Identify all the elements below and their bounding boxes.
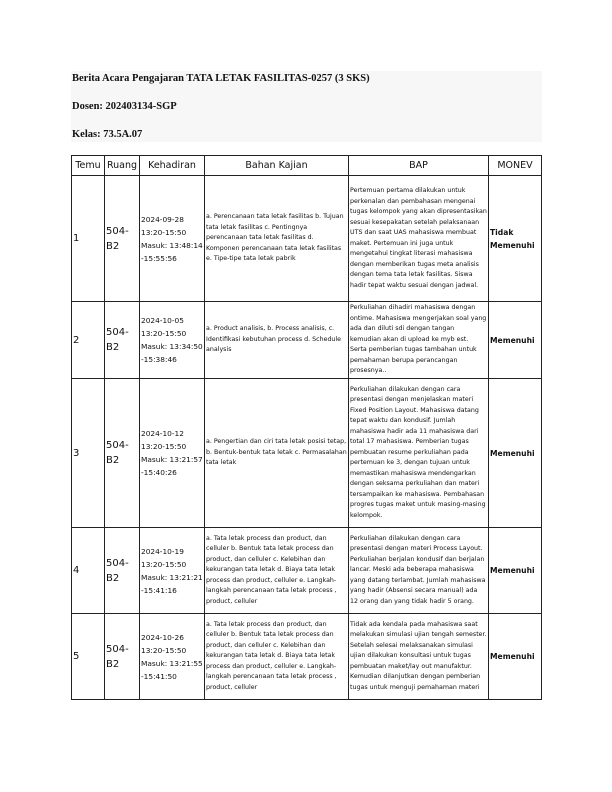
cell-kehadiran: 2024-10-05 13:20-15:50 Masuk: 13:34:50 -15:38:46 bbox=[140, 302, 205, 379]
cell-bahan-kajian: a. Product analisis, b. Process analisis, c. Identifikasi kebutuhan process d. Schedule analysis bbox=[205, 302, 349, 379]
table-row bbox=[72, 614, 542, 700]
cell-bap: Perkuliahan dilakukan dengan cara presentasi dengan menjelaskan materi Fixed Position Layout. Mahasiswa datang tepat waktu dan kondusif. Jumlah mahasiswa hadir ada 11 mahasiswa dari total 17 mahasiswa. Pemberian tugas pembuatan resume perkuliahan pada pertemuan ke 3, dengan tujuan untuk memastikan mahasiswa mendengarkan dengan seksama perkuliahan dan materi tersampaikan ke mahasiswa. Pembahasan progres tugas maket untuk masing-masing kelompok. bbox=[349, 379, 489, 528]
cell-ruang: 504- B2 bbox=[105, 614, 140, 700]
cell-kehadiran: 2024-10-19 13:20-15:50 Masuk: 13:21:21 -15:41:16 bbox=[140, 528, 205, 614]
col-header-ruang: Ruang bbox=[105, 156, 140, 176]
col-header-bahan-kajian: Bahan Kajian bbox=[205, 156, 349, 176]
cell-ruang: 504- B2 bbox=[105, 528, 140, 614]
cell-kehadiran: 2024-10-12 13:20-15:50 Masuk: 13:21:57 -15:40:26 bbox=[140, 379, 205, 528]
col-header-monev: MONEV bbox=[489, 156, 542, 176]
cell-bap: Tidak ada kendala pada mahasiswa saat melakukan simulasi ujian tengah semester. Setelah selesai melaksanakan simulasi ujian dilakukan konsultasi untuk tugas pembuatan maket/lay out manufaktur. Kemudian dilanjutkan dengan pemberian tugas untuk menguji pemahaman materi bbox=[349, 614, 489, 700]
document-title: Berita Acara Pengajaran TATA LETAK FASILITAS-0257 (3 SKS) bbox=[72, 73, 370, 84]
cell-monev: Tidak Memenuhi bbox=[489, 176, 542, 302]
col-header-temu: Temu bbox=[72, 156, 105, 176]
table-row bbox=[72, 379, 542, 528]
lecturer-line: Dosen: 202403134-SGP bbox=[72, 101, 177, 112]
table-row bbox=[72, 528, 542, 614]
bap-table bbox=[71, 155, 542, 700]
cell-temu: 4 bbox=[72, 528, 105, 614]
col-header-bap: BAP bbox=[349, 156, 489, 176]
cell-bahan-kajian: a. Tata letak process dan product, dan celluler b. Bentuk tata letak process dan product, dan celluler c. Kelebihan dan kekurangan tata letak d. Biaya tata letak process dan product, celluler e. Langkah-langkah perencanaan tata letak process , product, celluler bbox=[205, 528, 349, 614]
cell-monev: Memenuhi bbox=[489, 614, 542, 700]
table-row bbox=[72, 302, 542, 379]
cell-ruang: 504- B2 bbox=[105, 379, 140, 528]
cell-bap: Pertemuan pertama dilakukan untuk perkenalan dan pembahasan mengenai tugas kelompok yang akan dipresentasikan sesuai kesepakatan setelah pelaksanaan UTS dan saat UAS mahasiswa membuat maket. Pertemuan ini juga untuk mengetahui tingkat literasi mahasiswa dengan memberikan tugas meta analisis dengan tema tata letak fasilitas. Siswa hadir tepat waktu sesuai dengan jadwal. bbox=[349, 176, 489, 302]
col-header-kehadiran: Kehadiran bbox=[140, 156, 205, 176]
class-line: Kelas: 73.5A.07 bbox=[72, 129, 143, 140]
cell-kehadiran: 2024-10-26 13:20-15:50 Masuk: 13:21:55 -15:41:50 bbox=[140, 614, 205, 700]
cell-kehadiran: 2024-09-28 13:20-15:50 Masuk: 13:48:14 -15:55:56 bbox=[140, 176, 205, 302]
cell-temu: 1 bbox=[72, 176, 105, 302]
cell-temu: 3 bbox=[72, 379, 105, 528]
cell-bahan-kajian: a. Pengertian dan ciri tata letak posisi tetap, b. Bentuk-bentuk tata letak c. Permasalahan tata letak bbox=[205, 379, 349, 528]
table-header-row bbox=[72, 156, 542, 176]
cell-monev: Memenuhi bbox=[489, 528, 542, 614]
cell-bap: Perkuliahan dihadiri mahasiswa dengan ontime. Mahasiswa mengerjakan soal yang ada dan diluti sdi dengan tangan kemudian akan di upload ke myb est. Serta pemberian tugas tambahan untuk pemahaman berupa perancangan prosesnya.. bbox=[349, 302, 489, 379]
cell-bap: Perkuliahan dilakukan dengan cara presentasi dengan materi Process Layout. Perkuliahan berjalan kondusif dan berjalan lancar. Meski ada beberapa mahasiswa yang datang terlambat. Jumlah mahasiswa yang hadir (Absensi secara manual) ada 12 orang dan yang tidak hadir 5 orang. bbox=[349, 528, 489, 614]
cell-bahan-kajian: a. Tata letak process dan product, dan celluler b. Bentuk tata letak process dan product, dan celluler c. Kelebihan dan kekurangan tata letak d. Biaya tata letak process dan product, celluler e. Langkah-langkah perencanaan tata letak process , product, celluler bbox=[205, 614, 349, 700]
cell-monev: Memenuhi bbox=[489, 302, 542, 379]
table-row bbox=[72, 176, 542, 302]
cell-monev: Memenuhi bbox=[489, 379, 542, 528]
cell-ruang: 504- B2 bbox=[105, 302, 140, 379]
cell-temu: 5 bbox=[72, 614, 105, 700]
cell-temu: 2 bbox=[72, 302, 105, 379]
cell-bahan-kajian: a. Perencanaan tata letak fasilitas b. Tujuan tata letak fasilitas c. Pentingnya perencanaan tata letak fasilitas d. Komponen perencanaan tata letak fasilitas e. Tipe-tipe tata letak pabrik bbox=[205, 176, 349, 302]
cell-ruang: 504- B2 bbox=[105, 176, 140, 302]
